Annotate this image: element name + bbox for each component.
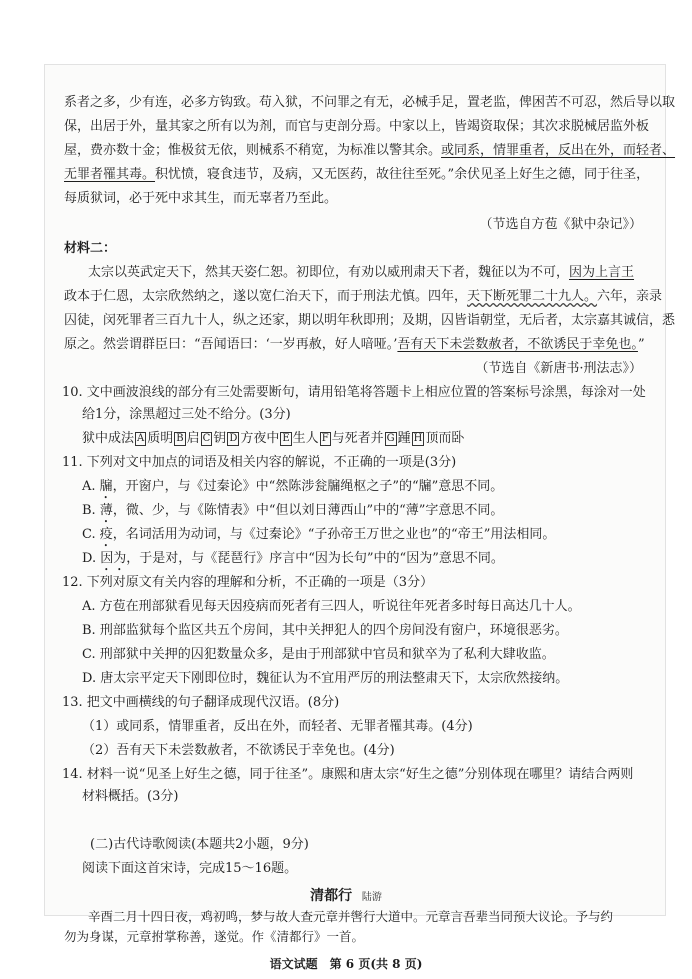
q11-option-b: B. 薄，微、少，与《陈情表》中“但以刘日薄西山”中的“薄”字意思不同。 — [82, 503, 504, 518]
q10-stem-line-2: 给1分，涂黑超过三处不给分。(3分) — [82, 407, 291, 422]
underlined-sentence-1a: 或同系，情罪重者，反出在外，而轻者、 — [441, 143, 676, 158]
passage2-line-1: 太宗以英武定天下，然其天姿仁恕。初即位，有劝以威刑肃天下者，魏征以为不可，因为上言王 — [88, 265, 635, 280]
option-box-a: A — [137, 433, 145, 444]
q11-option-d: D. 因为，于是对，与《琵琶行》序言中“因为长句”中的“因为”意思不同。 — [82, 551, 504, 566]
option-box-c: C — [202, 433, 211, 444]
q14-stem-line-2: 材料概括。(3分) — [82, 789, 179, 804]
passage2-heading: 材料二： — [64, 241, 117, 256]
poem-title: 清都行 — [310, 888, 353, 904]
q12-stem: 12. 下列对原文有关内容的理解和分析，不正确的一项是（3分） — [62, 575, 434, 590]
underlined-sentence-2b: 吾有天下未尝数赦者，不欲诱民于幸免也。 — [397, 337, 638, 352]
q10-sentence: 狱中成法 A 质明 B 启 C 钥 D 方夜中 E 生人 F 与死者并 G 踵 H 顶而卧 — [82, 431, 465, 446]
poem-author: 陆游 — [361, 892, 382, 903]
q12-option-b: B. 刑部监狱每个监区共五个房间，其中关押犯人的四个房间没有窗户，环境很恶劣。 — [82, 623, 568, 638]
q12-option-a: A. 方苞在刑部狱看见每天因疫病而死者有三四人，听说往年死者多时每日高达几十人。 — [82, 599, 581, 614]
option-box-e: E — [282, 433, 290, 444]
poem-title-line — [0, 885, 692, 905]
option-box-g: G — [386, 433, 395, 444]
passage1-line-4: 无罪者罹其毒。积忧愤，寝食违节，及病，又无医药，故往往至死。”余伏见圣上好生之德，同于往圣， — [64, 167, 650, 182]
section2-instruction: 阅读下面这首宋诗，完成15～16题。 — [82, 861, 298, 876]
section2-heading: (二)古代诗歌阅读(本题共2小题，9分) — [90, 837, 309, 852]
passage2-source: （节选自《新唐书·刑法志》） — [475, 361, 642, 376]
passage1-source: （节选自方苞《狱中杂记》） — [479, 217, 642, 232]
q13-sentence-2: （2）吾有天下未尝数赦者，不欲诱民于幸免也。(4分) — [82, 743, 395, 758]
option-box-d: D — [229, 433, 238, 444]
q13-sentence-1: （1）或同系，情罪重者，反出在外，而轻者、无罪者罹其毒。(4分) — [82, 719, 473, 734]
q11-stem: 11. 下列对文中加点的词语及相关内容的解说，不正确的一项是(3分) — [62, 455, 457, 470]
q11-option-c: C. 疫，名词活用为动词，与《过秦论》“子孙帝王万世之业也”的“帝王”用法相同。 — [82, 527, 556, 542]
passage1-line-1: 系者之多，少有连，必多方钩致。苟入狱，不问罪之有无，必械手足，置老监，俾困苦不可忍，然后导以取 — [64, 95, 676, 110]
option-box-b: B — [176, 433, 184, 444]
underlined-sentence-1b: 无罪者罹其毒。 — [64, 167, 156, 182]
q13-stem: 13. 把文中画横线的句子翻译成现代汉语。(8分) — [62, 695, 340, 710]
passage2-line-3: 囚徒，闵死罪者三百九十人，纵之还家，期以明年秋即刑；及期，囚皆诣朝堂，无后者，太宗嘉其诚信，悉 — [64, 313, 676, 328]
q14-stem-line-1: 14. 材料一说“见圣上好生之德，同于往圣”。康熙和唐太宗“好生之德”分别体现在哪里？请结合两则 — [62, 767, 634, 782]
passage2-line-4: 原之。然尝谓群臣曰：“吾闻语曰：‘一岁再赦，好人喑哑。’吾有天下未尝数赦者，不欲诱民于幸免也。” — [64, 337, 645, 352]
q12-option-c: C. 刑部狱中关押的囚犯数量众多，是由于刑部狱中官员和狱卒为了私利大肆收监。 — [82, 647, 555, 662]
q12-option-d: D. 唐太宗平定天下刚即位时，魏征认为不宜用严厉的刑法整肃天下，太宗欣然接纳。 — [82, 671, 569, 686]
q10-stem-line-1: 10. 文中画波浪线的部分有三处需要断句，请用铅笔将答题卡上相应位置的答案标号涂黑，每涂对一处 — [62, 385, 646, 400]
poem-preface-line-1: 辛酉二月十四日夜，鸡初鸣，梦与故人查元章并辔行大道中。元章言吾辈当同预大议论。予与约 — [88, 909, 614, 924]
page-footer: 语文试题 第 6 页(共 8 页) — [269, 957, 423, 971]
passage2-line-2: 政本于仁恩，太宗欣然纳之，遂以宽仁治天下，而于刑法尤慎。四年，天下断死罪二十九人。六年，亲录 — [64, 289, 663, 304]
passage1-line-3: 屋，费亦数十金；惟极贫无依，则械系不稍宽，为标准以警其余。或同系，情罪重者，反出在外，而轻者、 — [64, 143, 676, 158]
passage1-line-5: 每质狱词，必于死中求其生，而无辜者乃至此。 — [64, 191, 338, 206]
underlined-sentence-2a: 因为上言王 — [569, 265, 635, 280]
option-box-f: F — [321, 433, 329, 444]
passage1-line-2: 保，出居于外，量其家之所有以为剂，而官与吏剖分焉。中家以上，皆竭资取保；其次求脱械居监外板 — [64, 119, 650, 134]
poem-preface-line-2: 勿为身谋，元章拊掌称善，遂觉。作《清都行》一首。 — [64, 929, 365, 944]
option-box-h: H — [413, 433, 423, 444]
q11-option-a: A. 牖，开窗户，与《过秦论》中“然陈涉瓮牖绳枢之子”的“牖”意思不同。 — [82, 479, 504, 494]
